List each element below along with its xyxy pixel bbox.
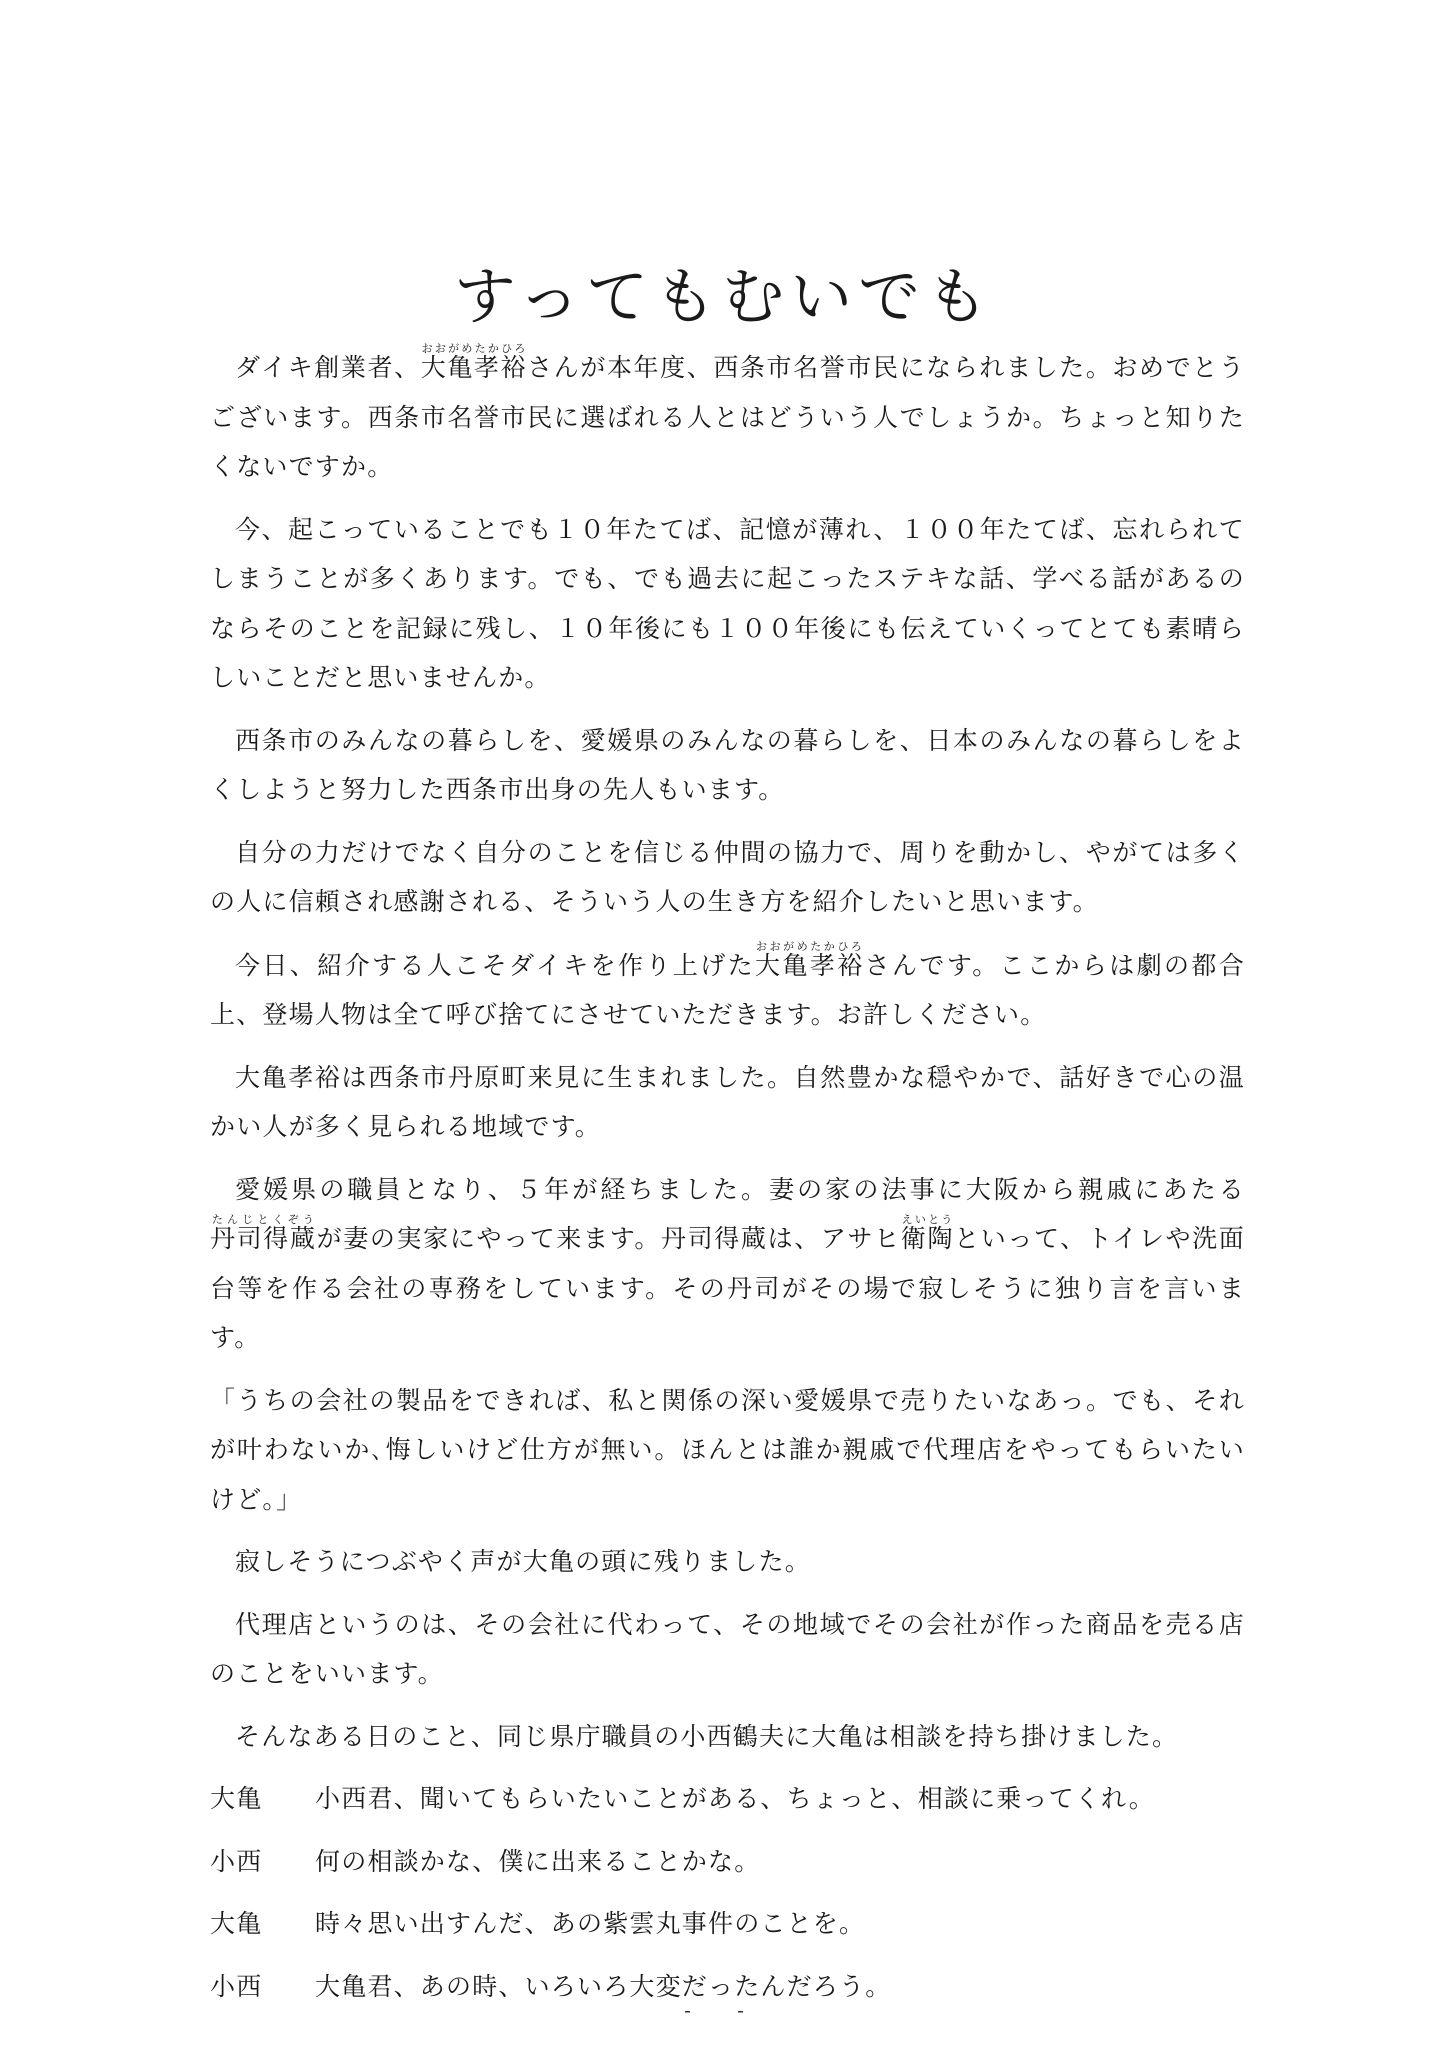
document-title: すってもむいでも	[453, 259, 995, 333]
p7-c: といって、トイレや洗面台等を作る会社の専務をしています。その丹司がその場で寂しそうに独り言を言います。	[210, 1224, 1245, 1352]
paragraph-9: 寂しそうにつぶやく声が大亀の頭に残りました。	[235, 1547, 811, 1576]
dialog-speaker: 大亀	[210, 1784, 263, 1813]
dialog-text: 何の相談かな、僕に出来ることかな。	[315, 1846, 761, 1876]
ruby-base: 大亀孝裕	[755, 950, 865, 980]
paragraph-1	[210, 342, 1245, 492]
p5-before: 今日、紹介する人こそダイキを作り上げた	[235, 950, 756, 980]
dialog-line	[210, 1899, 1245, 1949]
p7-b: が妻の実家にやって来ます。丹司得蔵は、アサヒ	[316, 1224, 901, 1253]
paragraph-5	[210, 940, 1245, 1040]
dialog-text: 小西君、聞いてもらいたいことがある、ちょっと、相談に乗ってくれ。	[315, 1784, 1155, 1813]
p1-after: さんが本年度、西条市名誉市民になられました。おめでとうございます。西条市名誉市民に選ばれる人とはどういう人でしょうか。ちょっと知りたくないですか。	[210, 353, 1245, 481]
paragraph-6: 大亀孝裕は西条市丹原町来見に生まれました。自然豊かな穏やかで、話好きで心の温かい人が多く見られる地域です。	[210, 1062, 1245, 1141]
paragraph-4: 自分の力だけでなく自分のことを信じる仲間の協力で、周りを動かし、やがては多くの人に信頼され感謝される、そういう人の生き方を紹介したいと思います。	[210, 837, 1245, 916]
paragraph-10: 代理店というのは、その会社に代わって、その地域でその会社が作った商品を売る店のことをいいます。	[210, 1609, 1245, 1688]
p7-a: 愛媛県の職員となり、５年が経ちました。妻の家の法事に大阪から親戚にあたる	[235, 1174, 1246, 1204]
paragraph-3: 西条市のみんなの暮らしを、愛媛県のみんなの暮らしを、日本のみんなの暮らしをよくしようと努力した西条市出身の先人もいます。	[210, 725, 1245, 804]
ruby-reading: たんじとくぞう	[210, 1213, 317, 1226]
dialog-speaker: 小西	[210, 1846, 263, 1876]
dialog-text: 大亀君、あの時、いろいろ大変だったんだろう。	[315, 1971, 892, 2001]
ruby-base: 丹司得蔵	[210, 1224, 317, 1253]
ruby-base: 衛陶	[900, 1224, 955, 1253]
paragraph-11: そんなある日のこと、同じ県庁職員の小西鶴夫に大亀は相談を持ち掛けました。	[235, 1721, 1179, 1751]
dialog-line	[210, 1837, 1245, 1887]
ruby-reading: おおがめたかひろ	[755, 939, 864, 953]
dialog-speaker: 大亀	[210, 1909, 263, 1938]
ruby-reading: おおがめたかひろ	[420, 342, 527, 355]
ruby-name-tanji	[210, 1213, 317, 1253]
page-number: - -	[684, 1998, 764, 2022]
dialog-speaker: 小西	[210, 1971, 263, 2001]
paragraph-7	[210, 1165, 1245, 1363]
p5-after: さんです。ここからは劇の都合上、登場人物は全て呼び捨てにさせていただきます。お許しください。	[210, 950, 1245, 1029]
paragraph-8-quote: 「うちの会社の製品をできれば、私と関係の深い愛媛県で売りたいなあっ。でも、それが叶わないか､悔しいけど仕方が無い。ほんとは誰か親戚で代理店をやってもらいたいけど。」	[210, 1385, 1245, 1514]
dialog-text: 時々思い出すんだ、あの紫雲丸事件のことを。	[315, 1909, 866, 1938]
ruby-reading: えいとう	[900, 1213, 954, 1226]
dialog-line	[210, 1774, 1245, 1824]
p1-before: ダイキ創業者、	[235, 353, 421, 382]
ruby-base: 大亀孝裕	[420, 353, 528, 382]
paragraph-2: 今、起こっていることでも１０年たてば、記憶が薄れ、１００年たてば、忘れられてしまうことが多くあります。でも、でも過去に起こったステキな話、学べる話があるのならそのことを記録に残し、１０年後にも１００年後にも伝えていくってとても素晴らしいことだと思いませんか。	[210, 514, 1245, 692]
ruby-name-ogame	[420, 342, 528, 382]
ruby-name-eito	[900, 1213, 955, 1253]
document-body	[210, 342, 1245, 2024]
ruby-name-ogame-2	[755, 939, 865, 980]
